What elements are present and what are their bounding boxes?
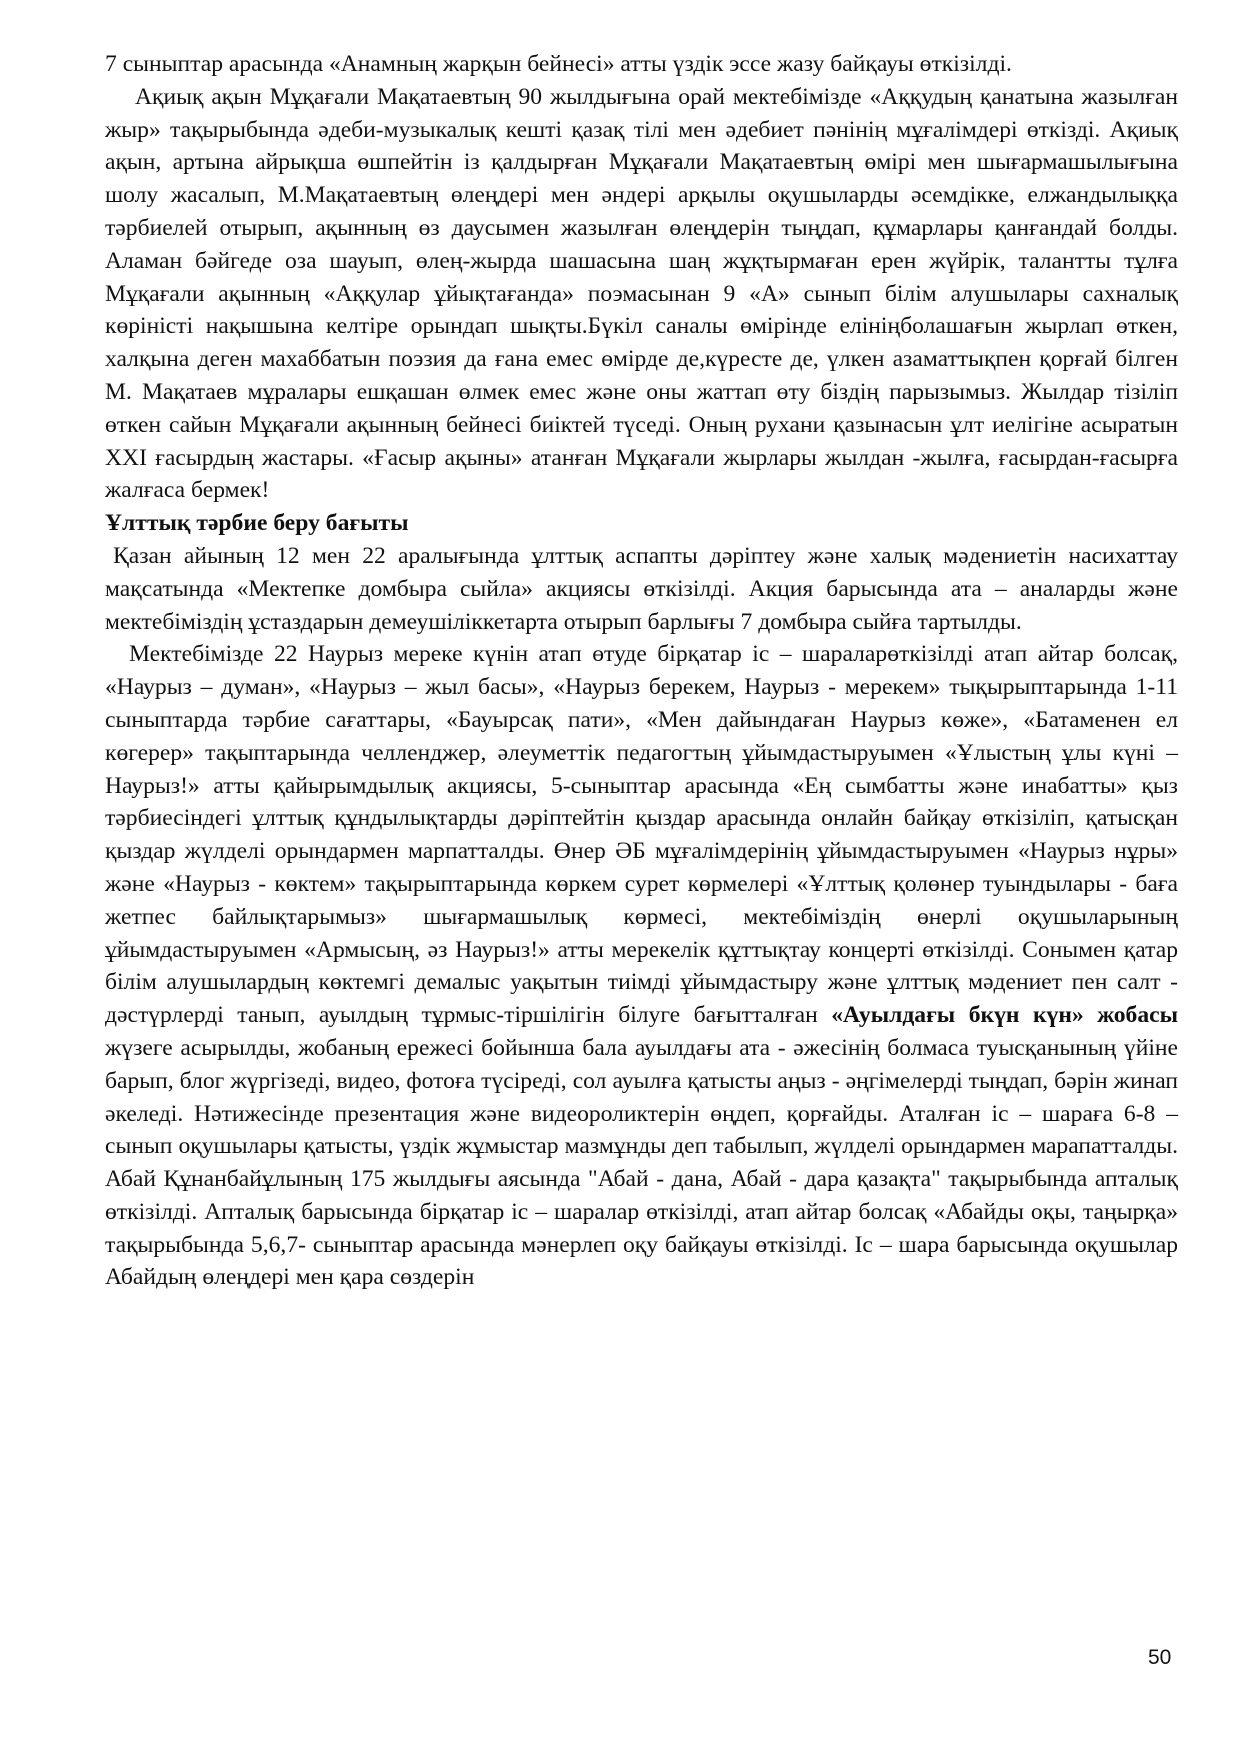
- paragraph-nauryz-events: [105, 638, 1178, 1294]
- page-number: 50: [1148, 1646, 1172, 1669]
- paragraph-nauryz-text-2: жүзеге асырылды, жобаның ережесі бойынша бала ауылдағы ата - әжесінің болмаса туысқанының үйіне барып, блог жүргізеді, видео, фотоға түсіреді, сол ауылға қатысты аңыз - әңгімелерді тыңдап, бәрін жинап әкеледі. Нәтижесінде презентация және видеороликтерін өңдеп, қорғайды. Аталған іс – шараға 6-8 –сынып оқушылары қатысты, үздік жұмыстар мазмұнды деп табылып, жүлделі орындармен марапатталды. Абай Құнанбайұлының 175 жылдығы аясында "Абай - дана, Абай - дара қазақта" тақырыбында апталық өткізілді. Апталық барысында бірқатар іс – шаралар өткізілді, атап айтар болсақ «Абайды оқы, таңырқа» тақырыбында 5,6,7- сыныптар арасында мәнерлеп оқу байқауы өткізілді. Іс – шара барысында оқушылар Абайдың өлеңдері мен қара сөздерін: [105, 1034, 1178, 1291]
- paragraph-nauryz-text-1: Мектебімізде 22 Наурыз мереке күнін атап өтуде бірқатар іс – шараларөткізілді атап айтар болсақ, «Наурыз – думан», «Наурыз – жыл басы», «Наурыз берекем, Наурыз - мерекем» тықырыптарында 1-11 сыныптарда тәрбие сағаттары, «Бауырсақ пати», «Мен дайындаған Наурыз көже», «Батаменен ел көгерер» тақыптарында челленджер, әлеуметтік педагогтың ұйымдастыруымен «Ұлыстың ұлы күні – Наурыз!» атты қайырымдылық акциясы, 5-сыныптар арасында «Ең сымбатты және инабатты» қыз тәрбиесіндегі ұлттық құндылықтарды дәріптейтін қыздар арасында онлайн байқау өткізіліп, қатысқан қыздар жүлделі орындармен марпатталды. Өнер ӘБ мұғалімдерінің ұйымдастыруымен «Наурыз нұры» және «Наурыз - көктем» тақырыптарында көркем сурет көрмелері «Ұлттық қолөнер туындылары - баға жетпес байлықтарымыз» шығармашылық көрмесі, мектебіміздің өнерлі оқушыларының ұйымдастыруымен «Армысың, әз Наурыз!» атты мерекелік құттықтау концерті өткізілді. Сонымен қатар білім алушылардың көктемгі демалыс уақытын тиімді ұйымдастыру және ұлттық мәдениет пен салт - дәстүрлерді танып, ауылдың тұрмыс-тіршілігін білуге бағытталған: [105, 641, 1178, 1029]
- paragraph-makataev-evening: Ақиық ақын Мұқағали Мақатаевтың 90 жылдығына орай мектебімізде «Аққудың қанатына жазылған жыр» тақырыбында әдеби-музыкалық кешті қазақ тілі мен әдебиет пәнінің мұғалімдері өткізді. Ақиық ақын, артына айрықша өшпейтін із қалдырған Мұқағали Мақатаевтың өмірі мен шығармашылығына шолу жасалып, М.Мақатаевтың өлеңдері мен әндері арқылы оқушыларды әсемдікке, елжандылыққа тәрбиелей отырып, ақынның өз даусымен жазылған өлеңдерін тыңдап, құмарлары қанғандай болды. Аламан бәйгеде оза шауып, өлең-жырда шашасына шаң жұқтырмаған ерен жүйрік, талантты тұлға Мұқағали ақынның «Аққулар ұйықтағанда» поэмасынан 9 «А» сынып білім алушылары сахналық көріністі нақышына келтіре орындап шықты.Бүкіл саналы өмірінде елініңболашағын жырлап өткен, халқына деген махаббатын поэзия да ғана емес өмірде де,күресте де, үлкен азаматтықпен қорғай білген М. Мақатаев мұралары ешқашан өлмек емес және оны жаттап өту біздің парызымыз. Жылдар тізіліп өткен сайын Мұқағали ақынның бейнесі биіктей түседі. Оның рухани қазынасын ұлт иелігіне асыратын XXI ғасырдың жастары. «Ғасыр ақыны» атанған Мұқағали жырлары жылдан -жылға, ғасырдан-ғасырға жалғаса бермек!: [105, 83, 1178, 504]
- paragraph-essay-contest: 7 сыныптар арасында «Анамның жарқын бейнесі» атты үздік эссе жазу байқауы өткізілді.: [105, 51, 1012, 77]
- paragraph-dombyra-action: Қазан айының 12 мен 22 аралығында ұлттық аспапты дәріптеу және халық мәдениетін насихаттау мақсатында «Мектепке домбыра сыйла» акциясы өткізілді. Акция барысында ата – аналарды және мектебіміздің ұстаздарын демеушіліккетарта отырып барлығы 7 домбыра сыйға тартылды.: [105, 542, 1178, 635]
- section-heading: Ұлттық тәрбие беру бағыты: [105, 510, 409, 537]
- document-body: [105, 48, 1178, 1294]
- project-title-bold: «Ауылдағы бкүн күн» жобасы: [831, 1002, 1179, 1029]
